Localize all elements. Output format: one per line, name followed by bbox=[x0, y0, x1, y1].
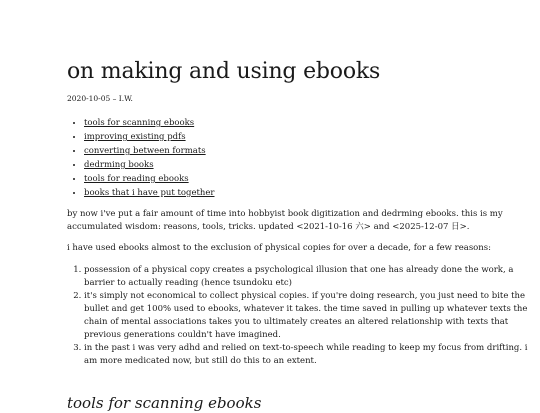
reason-item: 1. possession of a physical copy creates a psychological illusion that one has already done the work, a barrier to actually reading (hence tsundoku etc) bbox=[84, 264, 536, 290]
toc-item bbox=[84, 144, 536, 158]
toc-item bbox=[84, 172, 536, 186]
post-meta: 2020-10-05 – I.W. bbox=[67, 94, 133, 103]
reasons-list bbox=[67, 264, 536, 368]
reason-item: 2. it's simply not economical to collect physical copies. if you're doing research, you just need to bite the bullet and get 100% used to ebooks, whatever it takes. the time saved in pulling up whatever texts the chain of mental associations takes you to ultimately creates an altered relationship with texts that previous generations couldn't have imagined. bbox=[84, 290, 536, 342]
toc-link-converting[interactable]: converting between formats bbox=[84, 146, 206, 156]
table-of-contents bbox=[67, 116, 536, 200]
toc-link-books-put-together[interactable]: books that i have put together bbox=[84, 188, 215, 198]
toc-item bbox=[84, 158, 536, 172]
toc-link-improving-pdfs[interactable]: improving existing pdfs bbox=[84, 132, 186, 142]
toc-link-scanning[interactable]: tools for scanning ebooks bbox=[84, 118, 195, 128]
toc-item bbox=[84, 186, 536, 200]
reason-item: 3. in the past i was very adhd and relied on text-to-speech while reading to keep my focus from drifting. i am more medicated now, but still do this to an extent. bbox=[84, 342, 536, 368]
intro-paragraph: by now i've put a fair amount of time into hobbyist book digitization and dedrming ebooks. this is my accumulated wisdom: reasons, tools, tricks. updated <2021-10-16 六> and <2025-12-07 日>. bbox=[67, 209, 503, 232]
section-heading-scanning: tools for scanning ebooks bbox=[67, 394, 262, 412]
toc-link-reading-tools[interactable]: tools for reading ebooks bbox=[84, 174, 189, 184]
page-title: on making and using ebooks bbox=[67, 59, 381, 84]
reasons-intro-paragraph: i have used ebooks almost to the exclusion of physical copies for over a decade, for a few reasons: bbox=[67, 243, 492, 253]
toc-item bbox=[84, 130, 536, 144]
toc-item bbox=[84, 116, 536, 130]
toc-link-dedrming[interactable]: dedrming books bbox=[84, 160, 154, 170]
